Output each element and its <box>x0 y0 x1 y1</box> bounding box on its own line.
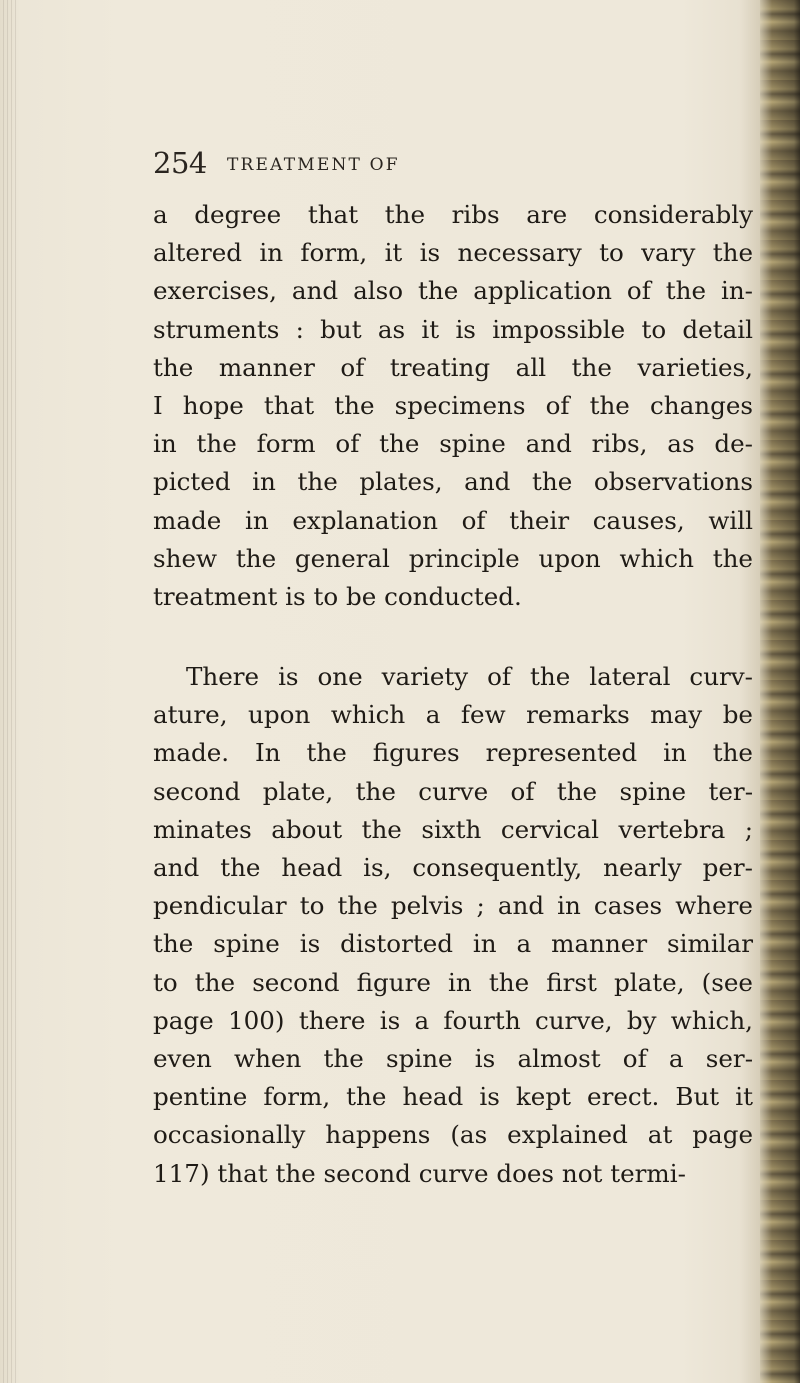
text-line: shew the general principle upon which the <box>153 543 753 573</box>
paragraph-gap <box>153 616 753 658</box>
binding-edge <box>0 0 16 1383</box>
paragraph-1 <box>153 196 753 616</box>
text-line: minates about the sixth cervical vertebra ; <box>153 814 753 844</box>
text-line: to the second figure in the first plate, (see <box>153 967 753 997</box>
running-head: TREATMENT OF <box>227 155 400 175</box>
paragraph-2 <box>153 658 753 1193</box>
text-line: the manner of treating all the varieties, <box>153 352 753 382</box>
text-line: There is one variety of the lateral curv- <box>186 662 753 692</box>
text-line: altered in form, it is necessary to vary the <box>153 238 753 268</box>
text-line: occasionally happens (as explained at page <box>153 1120 753 1150</box>
text-line: in the form of the spine and ribs, as de- <box>153 429 753 459</box>
text-line: I hope that the specimens of the changes <box>153 390 753 420</box>
text-line: a degree that the ribs are considerably <box>153 200 753 229</box>
text-line: made in explanation of their causes, will <box>153 505 753 535</box>
page-header <box>153 146 753 186</box>
text-line: the spine is distorted in a manner similar <box>153 929 753 959</box>
text-line: and the head is, consequently, nearly per- <box>153 853 753 882</box>
text-line: treatment is to be conducted. <box>153 581 522 611</box>
text-line: second plate, the curve of the spine ter- <box>153 776 753 806</box>
text-line: even when the spine is almost of a ser- <box>153 1043 753 1073</box>
body-text <box>153 196 753 1193</box>
text-line: 117) that the second curve does not termi- <box>153 1158 686 1188</box>
text-line: made. In the figures represented in the <box>153 738 753 768</box>
page-edge-strip <box>760 0 800 1383</box>
page-number: 254 <box>153 146 207 180</box>
text-line: page 100) there is a fourth curve, by which, <box>153 1005 753 1035</box>
text-line: pentine form, the head is kept erect. But it <box>153 1082 753 1112</box>
text-line: pendicular to the pelvis ; and in cases where <box>153 891 753 921</box>
text-line: exercises, and also the application of the in- <box>153 276 753 306</box>
text-line: struments : but as it is impossible to detail <box>153 314 753 344</box>
text-line: picted in the plates, and the observations <box>153 467 753 497</box>
text-line: ature, upon which a few remarks may be <box>153 700 753 730</box>
